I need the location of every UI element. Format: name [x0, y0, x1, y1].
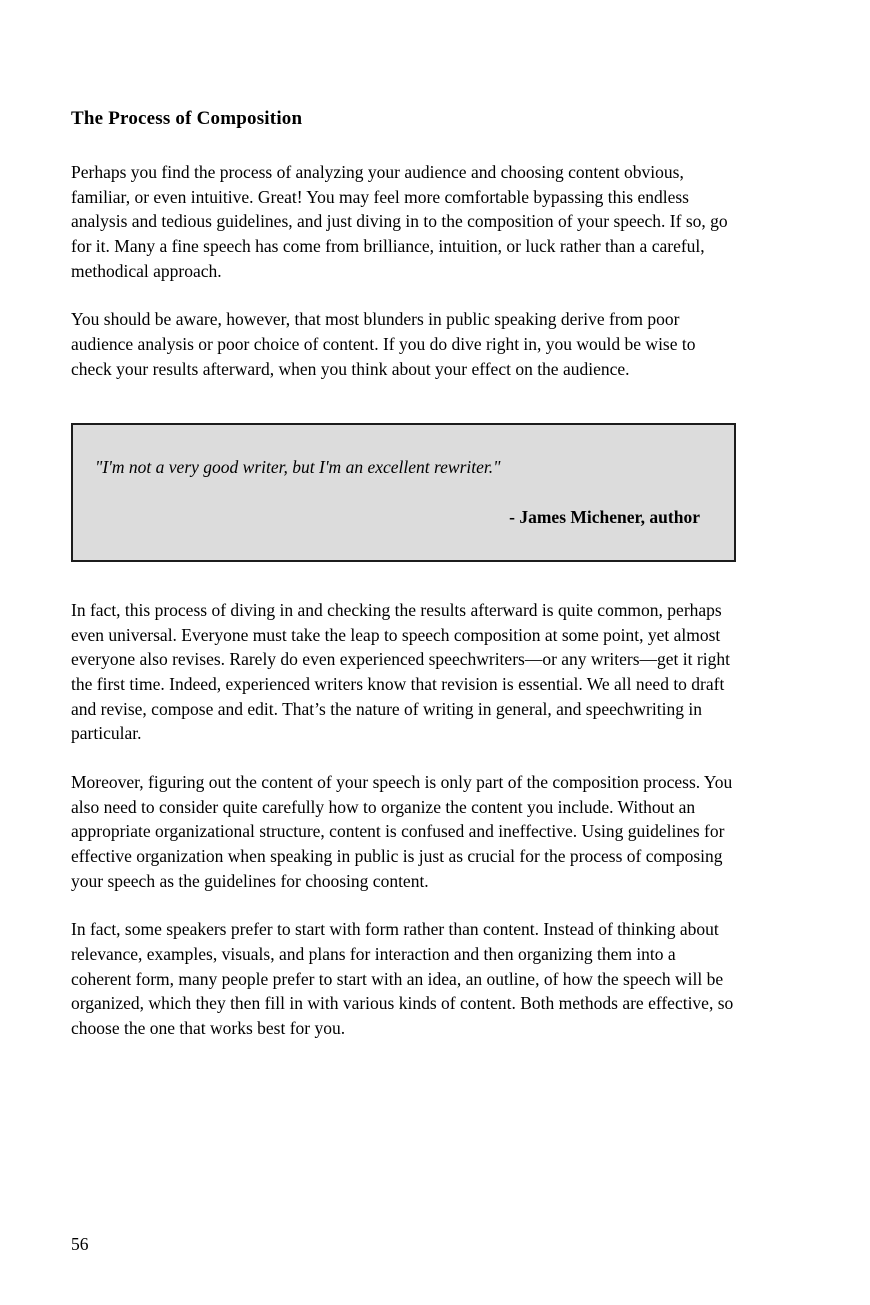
paragraph-1: Perhaps you find the process of analyzing your audience and choosing content obvious, familiar, or even intuitive. Great! You may feel more comfortable bypassing this endless analysis and tedious guidelines, and just diving in to the composition of your speech. If so, go for it. Many a fine speech has come from brilliance, intuition, or luck rather than a careful, methodical approach.	[71, 162, 728, 281]
quote-attribution: - James Michener, author	[509, 506, 700, 527]
quote-text: "I'm not a very good writer, but I'm an excellent rewriter."	[95, 457, 501, 478]
quote-box	[71, 423, 736, 562]
paragraph-2: You should be aware, however, that most blunders in public speaking derive from poor audience analysis or poor choice of content. If you do dive right in, you would be wise to check your results afterward, when you think about your effect on the audience.	[71, 309, 696, 379]
paragraph-5: In fact, some speakers prefer to start with form rather than content. Instead of thinking about relevance, examples, visuals, and plans for interaction and then organizing them into a coherent form, many people prefer to start with an idea, an outline, of how the speech will be organized, which they then fill in with various kinds of content. Both methods are effective, so choose the one that works best for you.	[71, 919, 734, 1038]
page-number: 56	[71, 1234, 89, 1254]
paragraph-4: Moreover, figuring out the content of your speech is only part of the composition process. You also need to consider quite carefully how to organize the content you include. Without an appropriate organizational structure, content is confused and ineffective. Using guidelines for effective organization when speaking in public is just as crucial for the process of composing your speech as the guidelines for choosing content.	[71, 771, 733, 891]
section-title: The Process of Composition	[71, 108, 303, 129]
paragraph-3: In fact, this process of diving in and checking the results afterward is quite common, perhaps even universal. Everyone must take the leap to speech composition at some point, yet almost everyone also revises. Rarely do even experienced speechwriters—or any writers—get it right the first time. Indeed, experienced writers know that revision is essential. We all need to draft and revise, compose and edit. That’s the nature of writing in general, and speechwriting in particular.	[71, 599, 730, 744]
